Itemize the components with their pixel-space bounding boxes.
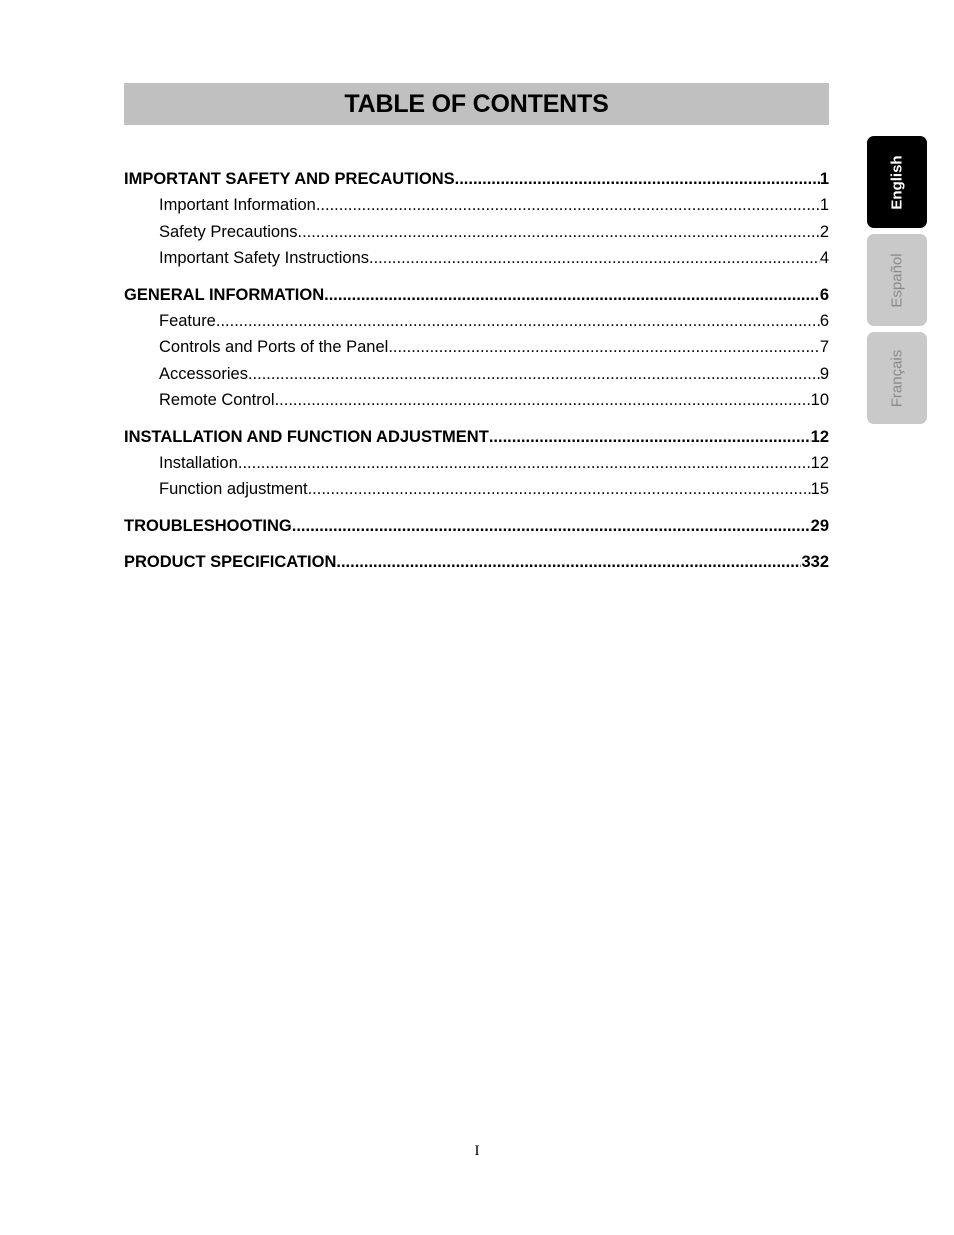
toc-subentry-page: 10 [810, 391, 829, 410]
toc-section-general [124, 282, 829, 414]
toc-subentry-controls-and-ports[interactable] [124, 334, 829, 360]
toc-leader-dots [292, 513, 811, 539]
tab-english-label: English [888, 154, 906, 210]
toc-subentry-page: 7 [819, 338, 829, 357]
toc-subentry-label: Feature [159, 311, 216, 330]
toc-leader-dots [308, 476, 811, 502]
toc-subentry-page: 15 [810, 480, 829, 499]
toc-leader-dots [316, 192, 820, 218]
toc-entry-page: 29 [810, 516, 829, 535]
toc-leader-dots [248, 361, 820, 387]
toc-entry-page: 332 [801, 553, 829, 572]
toc-subentry-remote-control[interactable] [124, 387, 829, 413]
tab-english[interactable] [867, 136, 927, 228]
toc-entry-safety[interactable] [124, 166, 829, 192]
toc-subentry-page: 6 [819, 311, 829, 330]
toc-subentry-label: Safety Precautions [159, 222, 298, 241]
page-number: I [474, 1143, 480, 1159]
tab-francais-label: Français [888, 349, 906, 407]
toc-entry-general-information[interactable] [124, 282, 829, 308]
toc-section-safety [124, 166, 829, 272]
toc-leader-dots [369, 245, 820, 271]
language-tabs [867, 136, 927, 430]
toc-subentry-page: 12 [810, 453, 829, 472]
toc-subentry-function-adjustment[interactable] [124, 476, 829, 502]
toc-leader-dots [455, 166, 820, 192]
toc-leader-dots [388, 334, 820, 360]
toc-leader-dots [216, 308, 820, 334]
toc-subentry-label: Accessories [159, 364, 248, 383]
toc-subentry-important-safety-instructions[interactable] [124, 245, 829, 271]
toc-subentry-safety-precautions[interactable] [124, 219, 829, 245]
tab-francais[interactable] [867, 332, 927, 424]
tab-espanol[interactable] [867, 234, 927, 326]
toc-subentry-page: 9 [819, 364, 829, 383]
toc-entry-installation-and-function[interactable] [124, 424, 829, 450]
toc-leader-dots [336, 549, 801, 575]
toc-subentry-label: Important Information [159, 196, 316, 215]
toc-leader-dots [489, 424, 811, 450]
toc-entry-label: TROUBLESHOOTING [124, 516, 292, 535]
toc-subentry-accessories[interactable] [124, 361, 829, 387]
toc-leader-dots [324, 282, 820, 308]
toc-subentry-page: 2 [819, 222, 829, 241]
tab-espanol-label: Español [888, 252, 906, 308]
toc-subentry-label: Remote Control [159, 391, 275, 410]
toc-subentry-installation[interactable] [124, 450, 829, 476]
toc-subentry-label: Controls and Ports of the Panel [159, 338, 389, 357]
toc-entry-page: 12 [810, 427, 829, 446]
toc-entry-page: 1 [819, 170, 829, 188]
toc-section-troubleshooting [124, 513, 829, 539]
toc-subentry-feature[interactable] [124, 308, 829, 334]
toc-entry-label: GENERAL INFORMATION [124, 285, 325, 304]
toc-entry-page: 6 [819, 285, 829, 304]
toc-entry-label: IMPORTANT SAFETY AND PRECAUTIONS [124, 170, 455, 188]
toc-subentry-label: Function adjustment [159, 480, 308, 499]
toc-subentry-page: 1 [819, 196, 829, 215]
toc-subentry-label: Installation [159, 453, 238, 472]
toc-section-specification [124, 549, 829, 575]
toc-subentry-page: 4 [819, 249, 829, 268]
title-bar [124, 83, 829, 125]
toc-leader-dots [238, 450, 811, 476]
toc-entry-label: PRODUCT SPECIFICATION [124, 553, 337, 572]
toc-subentry-label: Important Safety Instructions [159, 249, 370, 268]
page-title: TABLE OF CONTENTS [344, 89, 609, 118]
toc-leader-dots [298, 219, 820, 245]
toc-entry-product-specification[interactable] [124, 549, 829, 575]
toc-entry-label: INSTALLATION AND FUNCTION ADJUSTMENT [124, 427, 489, 446]
toc-leader-dots [275, 387, 811, 413]
toc-entry-troubleshooting[interactable] [124, 513, 829, 539]
toc-section-installation [124, 424, 829, 503]
table-of-contents [124, 166, 829, 585]
toc-subentry-important-information[interactable] [124, 192, 829, 218]
